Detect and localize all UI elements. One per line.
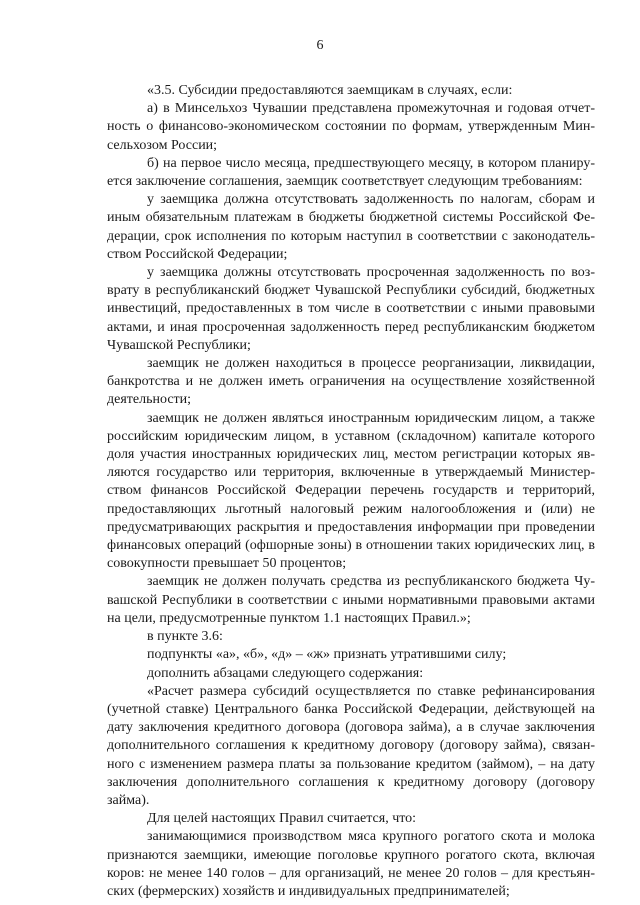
- paragraph: у заемщика должна отсутствовать задолженность по налогам, сборам и иным обязательным платежам в бюджеты бюджетной системы Российской Федерации, срок исполнения по которым наступил в соответствии с законодательством Российской Федерации;: [107, 192, 595, 262]
- paragraph: б) на первое число месяца, предшествующего месяцу, в котором планируется заключение соглашения, заемщик соответствует следующим требованиям:: [107, 155, 595, 190]
- paragraph: Для целей настоящих Правил считается, что:: [147, 811, 417, 827]
- paragraph: у заемщика должны отсутствовать просроченная задолженность по возврату в республиканский бюджет Чувашской Республики субсидий, бюджетных инвестиций, предоставленных в том числе в соответствии с иными правовыми актами, и иная просроченная задолженность перед республиканским бюджетом Чувашской Республики;: [107, 265, 595, 353]
- paragraph: «Расчет размера субсидий осуществляется по ставке рефинансирования (учетной ставке) Центрального банка Российской Федерации, действующей на дату заключения кредитного договора (договора займа), а в случае заключения дополнительного соглашения к кредитному договору (договору займа), связанного с изменением размера платы за пользование кредитом (займом), – на дату заключения дополнительного соглашения к кредитному договору (договору займа).: [107, 683, 595, 808]
- document-body: [107, 82, 595, 901]
- page-number: 6: [316, 38, 324, 53]
- paragraph: дополнить абзацами следующего содержания:: [147, 665, 424, 681]
- paragraph: а) в Минсельхоз Чувашии представлена промежуточная и годовая отчетность о финансово-экономическом состоянии по формам, утвержденным Минсельхозом России;: [107, 101, 595, 153]
- paragraph: заемщик не должен являться иностранным юридическим лицом, а также российским юридическим лицом, в уставном (складочном) капитале которого доля участия иностранных юридических лиц, местом регистрации которых являются государство или территория, включенные в утверждаемый Министерством финансов Российской Федерации перечень государств и территорий, предоставляющих льготный налоговый режим налогообложения и (или) не предусматривающих раскрытия и предоставления информации при проведении финансовых операций (офшорные зоны) в отношении таких юридических лиц, в совокупности превышает 50 процентов;: [107, 410, 595, 572]
- paragraph: заемщик не должен находиться в процессе реорганизации, ликвидации, банкротства и не должен иметь ограничения на осуществление хозяйственной деятельности;: [107, 356, 595, 408]
- paragraph: подпункты «а», «б», «д» – «ж» признать утратившими силу;: [147, 647, 507, 663]
- paragraph: заемщик не должен получать средства из республиканского бюджета Чувашской Республики в соответствии с иными нормативными правовыми актами на цели, предусмотренные пунктом 1.1 настоящих Правил.»;: [107, 574, 595, 626]
- paragraph: занимающимися производством мяса крупного рогатого скота и молока признаются заемщики, имеющие поголовье крупного рогатого скота, включая коров: не менее 140 голов – для организаций, не менее 20 голов – для крестьянских (фермерских) хозяйств и индивидуальных предпринимателей;: [107, 829, 595, 899]
- paragraph: «3.5. Субсидии предоставляются заемщикам в случаях, если:: [147, 83, 513, 98]
- paragraph: в пункте 3.6:: [147, 629, 223, 645]
